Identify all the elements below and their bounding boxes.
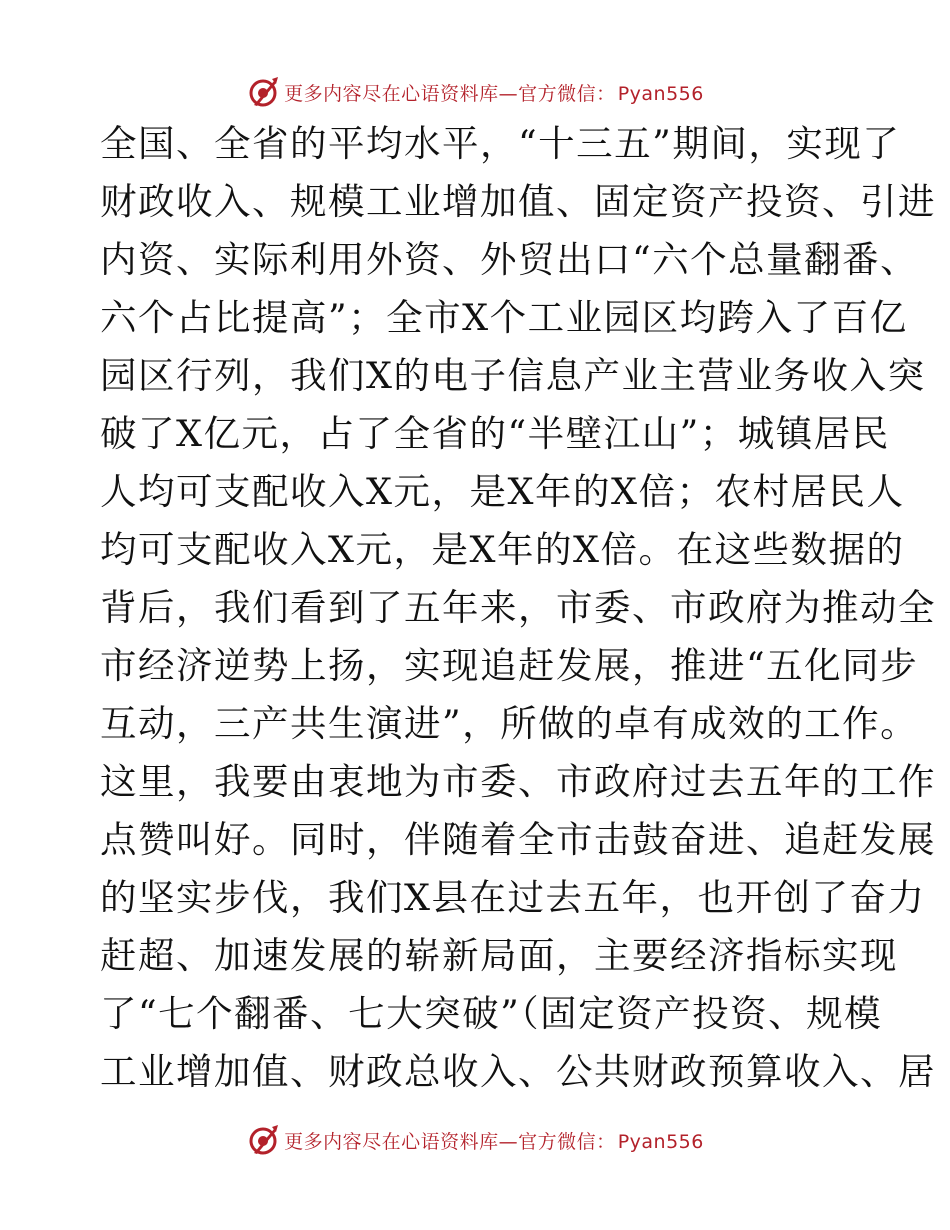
feather-pen-circle-icon	[246, 1123, 280, 1157]
body-line: 人均可支配收入X元，是X年的X倍；农村居民人	[100, 470, 905, 513]
header-separator: —	[498, 82, 519, 105]
body-line: 这里，我要由衷地为市委、市政府过去五年的工作	[100, 760, 936, 803]
footer-brand-text: 更多内容尽在心语资料库	[284, 1130, 499, 1153]
body-line: 均可支配收入X元，是X年的X倍。在这些数据的	[100, 528, 905, 571]
footer-separator: —	[498, 1130, 519, 1153]
header-contact-id: Pyan556	[617, 82, 704, 105]
body-line: 市经济逆势上扬，实现追赶发展，推进“五化同步	[100, 644, 919, 687]
header-contact-label: 官方微信：	[518, 82, 616, 105]
feather-pen-circle-icon	[246, 75, 280, 109]
body-line: 财政收入、规模工业增加值、固定资产投资、引进	[100, 180, 936, 223]
body-line: 内资、实际利用外资、外贸出口“六个总量翻番、	[100, 238, 919, 281]
body-line: 互动，三产共生演进”，所做的卓有成效的工作。	[100, 702, 919, 745]
body-line: 背后，我们看到了五年来，市委、市政府为推动全	[100, 586, 936, 629]
body-line: 六个占比提高”；全市X个工业园区均跨入了百亿	[100, 296, 908, 339]
header-banner	[0, 72, 950, 112]
footer-contact-id: Pyan556	[617, 1130, 704, 1153]
footer-banner	[0, 1120, 950, 1160]
footer-contact-label: 官方微信：	[518, 1130, 616, 1153]
body-line: 了“七个翻番、七大突破”（固定资产投资、规模	[100, 992, 883, 1035]
body-line: 的坚实步伐，我们X县在过去五年，也开创了奋力	[100, 876, 926, 919]
body-line: 点赞叫好。同时，伴随着全市击鼓奋进、追赶发展	[100, 818, 936, 861]
header-brand-text: 更多内容尽在心语资料库	[284, 82, 499, 105]
footer-text	[284, 1127, 704, 1154]
header-text	[284, 79, 704, 106]
body-line: 园区行列，我们X的电子信息产业主营业务收入突	[100, 354, 926, 397]
body-line: 赶超、加速发展的崭新局面，主要经济指标实现	[100, 934, 898, 977]
body-line: 全国、全省的平均水平，“十三五”期间，实现了	[100, 122, 901, 165]
body-line: 破了X亿元，占了全省的“半壁江山”；城镇居民	[100, 412, 890, 455]
body-line: 工业增加值、财政总收入、公共财政预算收入、居	[100, 1050, 936, 1093]
